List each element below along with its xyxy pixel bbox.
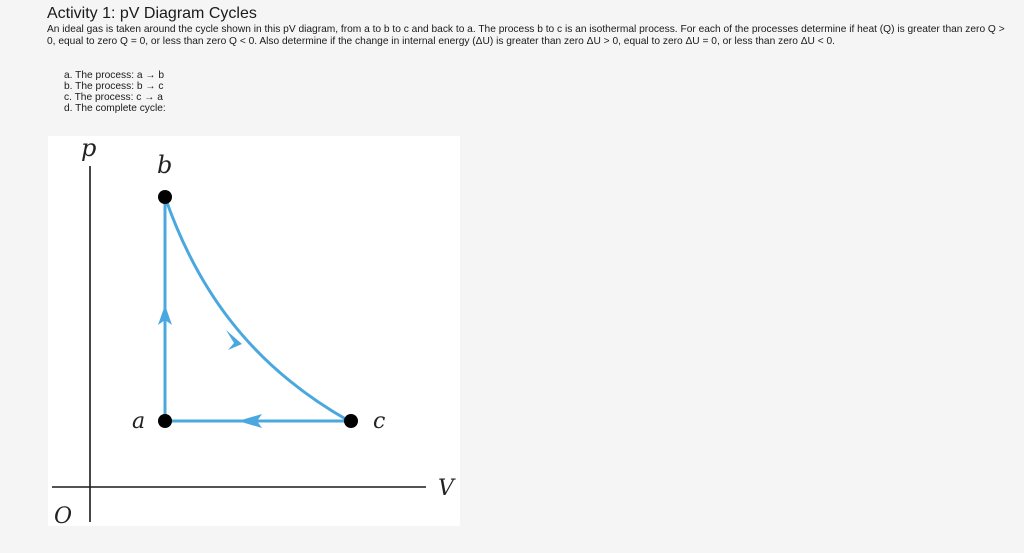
problem-statement: An ideal gas is taken around the cycle shown in this pV diagram, from a to b to c and back to a. The process b to c is an isothermal process. For each of the processes determine if heat (Q) is greater than zero Q > 0, equal to zero Q = 0, or less than zero Q < 0. Also determine if the change in internal energy (ΔU) is greater than zero ΔU > 0, equal to zero ΔU = 0, or less than zero ΔU < 0. [47, 24, 1005, 47]
point-b-label: b [157, 151, 173, 179]
question-a: a. The process: a → b [64, 70, 165, 81]
p-axis-label: p [81, 136, 97, 162]
point-c-label: c [373, 409, 386, 434]
pv-diagram-svg [48, 136, 460, 526]
question-d: d. The complete cycle: [64, 103, 166, 114]
point-b [158, 190, 172, 204]
point-a-label: a [132, 409, 146, 434]
question-list [64, 70, 166, 114]
v-axis-label: V [438, 476, 454, 501]
question-c: c. The process: c → a [64, 92, 163, 103]
point-a [158, 414, 172, 428]
question-b: b. The process: b → c [64, 81, 164, 92]
page-title: Activity 1: pV Diagram Cycles [47, 5, 257, 22]
pv-diagram-figure [48, 136, 460, 526]
origin-label: O [54, 504, 73, 526]
point-c [344, 414, 358, 428]
process-b-c-curve [165, 197, 349, 421]
